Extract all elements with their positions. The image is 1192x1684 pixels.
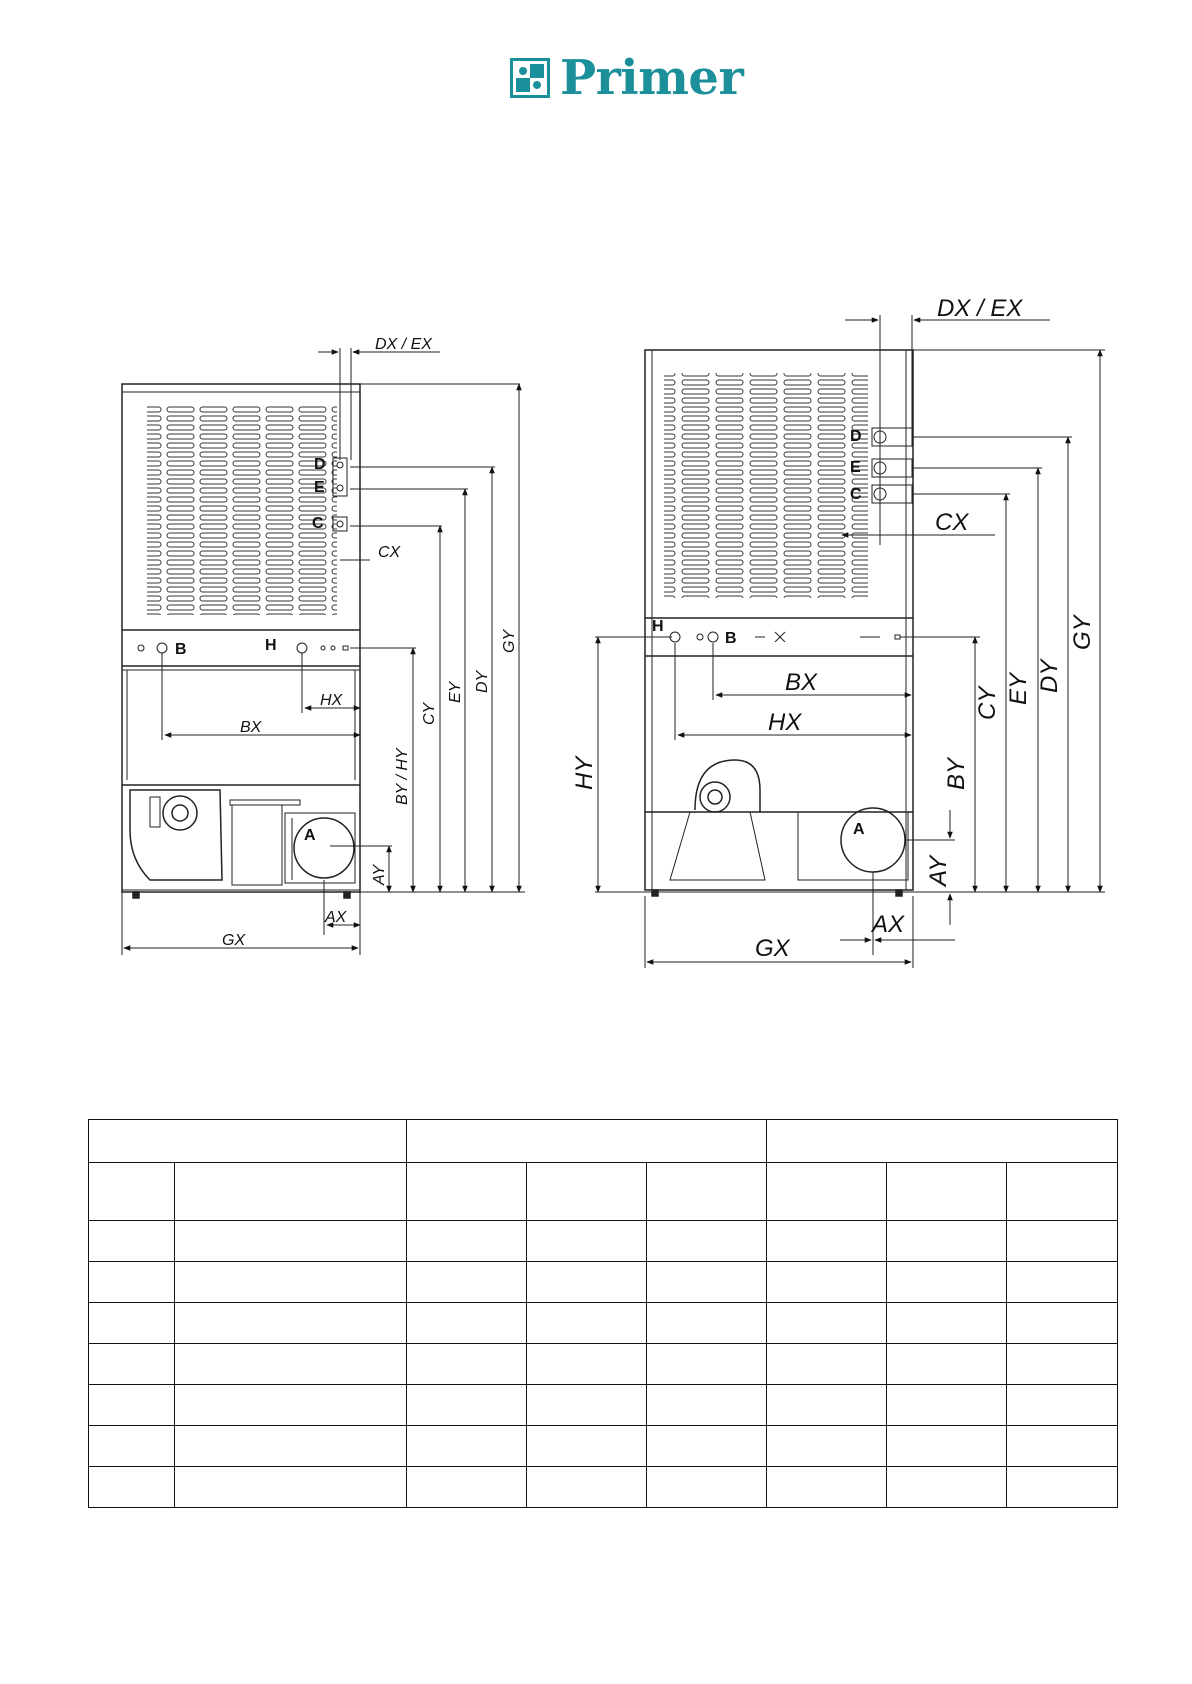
table-row <box>89 1303 1118 1344</box>
table-cell <box>89 1344 175 1385</box>
right-label-c: C <box>850 486 862 503</box>
left-dim-ay: AY <box>371 864 388 885</box>
table-cell <box>767 1221 887 1262</box>
table-header-cell <box>767 1163 887 1221</box>
right-dim-hy: HY <box>571 756 598 790</box>
table-cell <box>887 1303 1007 1344</box>
table-cell <box>767 1303 887 1344</box>
right-dim-bx: BX <box>785 669 818 696</box>
table-cell <box>527 1221 647 1262</box>
table-header-cell <box>89 1163 175 1221</box>
table-sub-header-row <box>89 1163 1118 1221</box>
table-row <box>89 1426 1118 1467</box>
table-cell <box>527 1303 647 1344</box>
table-cell <box>887 1467 1007 1508</box>
table-cell <box>1007 1221 1118 1262</box>
left-label-b: B <box>175 641 187 658</box>
table-cell <box>887 1344 1007 1385</box>
table-cell <box>527 1262 647 1303</box>
dimensions-table <box>88 1119 1118 1508</box>
table-cell <box>767 1467 887 1508</box>
table-cell <box>175 1467 407 1508</box>
left-fan-housing <box>130 790 222 880</box>
right-dim-hx: HX <box>768 709 802 736</box>
left-dim-bx: BX <box>240 719 262 736</box>
table-header-cell <box>647 1163 767 1221</box>
right-label-b: B <box>725 630 737 647</box>
table-cell <box>175 1303 407 1344</box>
left-label-d: D <box>314 456 326 473</box>
right-dim-by: BY <box>943 757 970 790</box>
left-label-e: E <box>314 479 325 496</box>
table-cell <box>767 1426 887 1467</box>
table-group-header <box>407 1120 767 1163</box>
right-dim-gx: GX <box>755 935 790 962</box>
table-group-header-row <box>89 1120 1118 1163</box>
table-row <box>89 1262 1118 1303</box>
table-cell <box>89 1221 175 1262</box>
left-label-h: H <box>265 637 277 654</box>
table-cell <box>527 1385 647 1426</box>
right-label-a: A <box>853 821 865 838</box>
right-dim-gy: GY <box>1069 615 1096 650</box>
left-louver-grille <box>147 405 337 615</box>
table-cell <box>1007 1426 1118 1467</box>
table-cell <box>175 1262 407 1303</box>
left-dim-cx: CX <box>378 544 401 561</box>
table-cell <box>407 1344 527 1385</box>
table-cell <box>89 1262 175 1303</box>
table-cell <box>887 1221 1007 1262</box>
table-cell <box>647 1221 767 1262</box>
table-cell <box>647 1467 767 1508</box>
right-label-d: D <box>850 428 862 445</box>
table-cell <box>647 1426 767 1467</box>
left-dim-dx-ex: DX / EX <box>375 336 432 353</box>
right-fan-motor <box>700 782 730 812</box>
table-header-cell <box>1007 1163 1118 1221</box>
right-outlet-a <box>841 808 905 872</box>
table-group-header <box>767 1120 1118 1163</box>
table-cell <box>1007 1262 1118 1303</box>
table-cell <box>407 1385 527 1426</box>
table-cell <box>887 1262 1007 1303</box>
right-dim-ay: AY <box>925 855 952 886</box>
table-cell <box>527 1467 647 1508</box>
table-row <box>89 1467 1118 1508</box>
left-dim-gy: GY <box>501 629 518 653</box>
table-row <box>89 1344 1118 1385</box>
table-cell <box>1007 1467 1118 1508</box>
left-label-a: A <box>304 827 316 844</box>
table-cell <box>175 1344 407 1385</box>
table-cell <box>407 1467 527 1508</box>
table-cell <box>89 1385 175 1426</box>
table-cell <box>175 1385 407 1426</box>
left-dim-cy: CY <box>421 702 438 725</box>
table-cell <box>1007 1385 1118 1426</box>
table-cell <box>647 1303 767 1344</box>
right-dim-dy: DY <box>1036 659 1063 693</box>
table-header-cell <box>407 1163 527 1221</box>
left-dim-dy: DY <box>474 670 491 693</box>
right-unit-view <box>645 350 920 896</box>
table-cell <box>887 1385 1007 1426</box>
left-dim-ey: EY <box>447 681 464 703</box>
table-group-header <box>89 1120 407 1163</box>
right-label-e: E <box>850 459 861 476</box>
table-cell <box>89 1303 175 1344</box>
left-fan-motor <box>163 796 197 830</box>
table-cell <box>407 1303 527 1344</box>
left-dim-hx: HX <box>320 692 343 709</box>
table-cell <box>1007 1303 1118 1344</box>
table-cell <box>647 1385 767 1426</box>
table-row <box>89 1221 1118 1262</box>
left-dim-gx: GX <box>222 932 246 949</box>
table-cell <box>767 1262 887 1303</box>
table-header-cell <box>887 1163 1007 1221</box>
right-louver-grille <box>664 373 868 598</box>
table-cell <box>527 1344 647 1385</box>
table-row <box>89 1385 1118 1426</box>
left-outlet-a <box>294 818 354 878</box>
table-cell <box>647 1262 767 1303</box>
table-cell <box>407 1221 527 1262</box>
right-dim-ey: EY <box>1005 672 1032 705</box>
table-cell <box>887 1426 1007 1467</box>
right-dim-cy: CY <box>974 686 1001 720</box>
right-dim-dx-ex: DX / EX <box>937 295 1023 322</box>
table-cell <box>407 1262 527 1303</box>
table-header-cell <box>527 1163 647 1221</box>
brand-name: Primer <box>560 50 744 106</box>
left-dim-ax: AX <box>325 909 347 926</box>
table-cell <box>89 1426 175 1467</box>
table-cell <box>175 1221 407 1262</box>
table-cell <box>89 1467 175 1508</box>
table-cell <box>407 1426 527 1467</box>
left-dim-by-hy: BY / HY <box>394 748 411 805</box>
table-cell <box>175 1426 407 1467</box>
table-cell <box>647 1344 767 1385</box>
table-cell <box>767 1344 887 1385</box>
right-dim-ax: AX <box>872 911 905 938</box>
table-cell <box>527 1426 647 1467</box>
table-header-cell <box>175 1163 407 1221</box>
table-cell <box>767 1385 887 1426</box>
left-label-c: C <box>312 515 324 532</box>
right-dim-cx: CX <box>935 509 969 536</box>
table-cell <box>1007 1344 1118 1385</box>
right-label-h: H <box>652 618 664 635</box>
